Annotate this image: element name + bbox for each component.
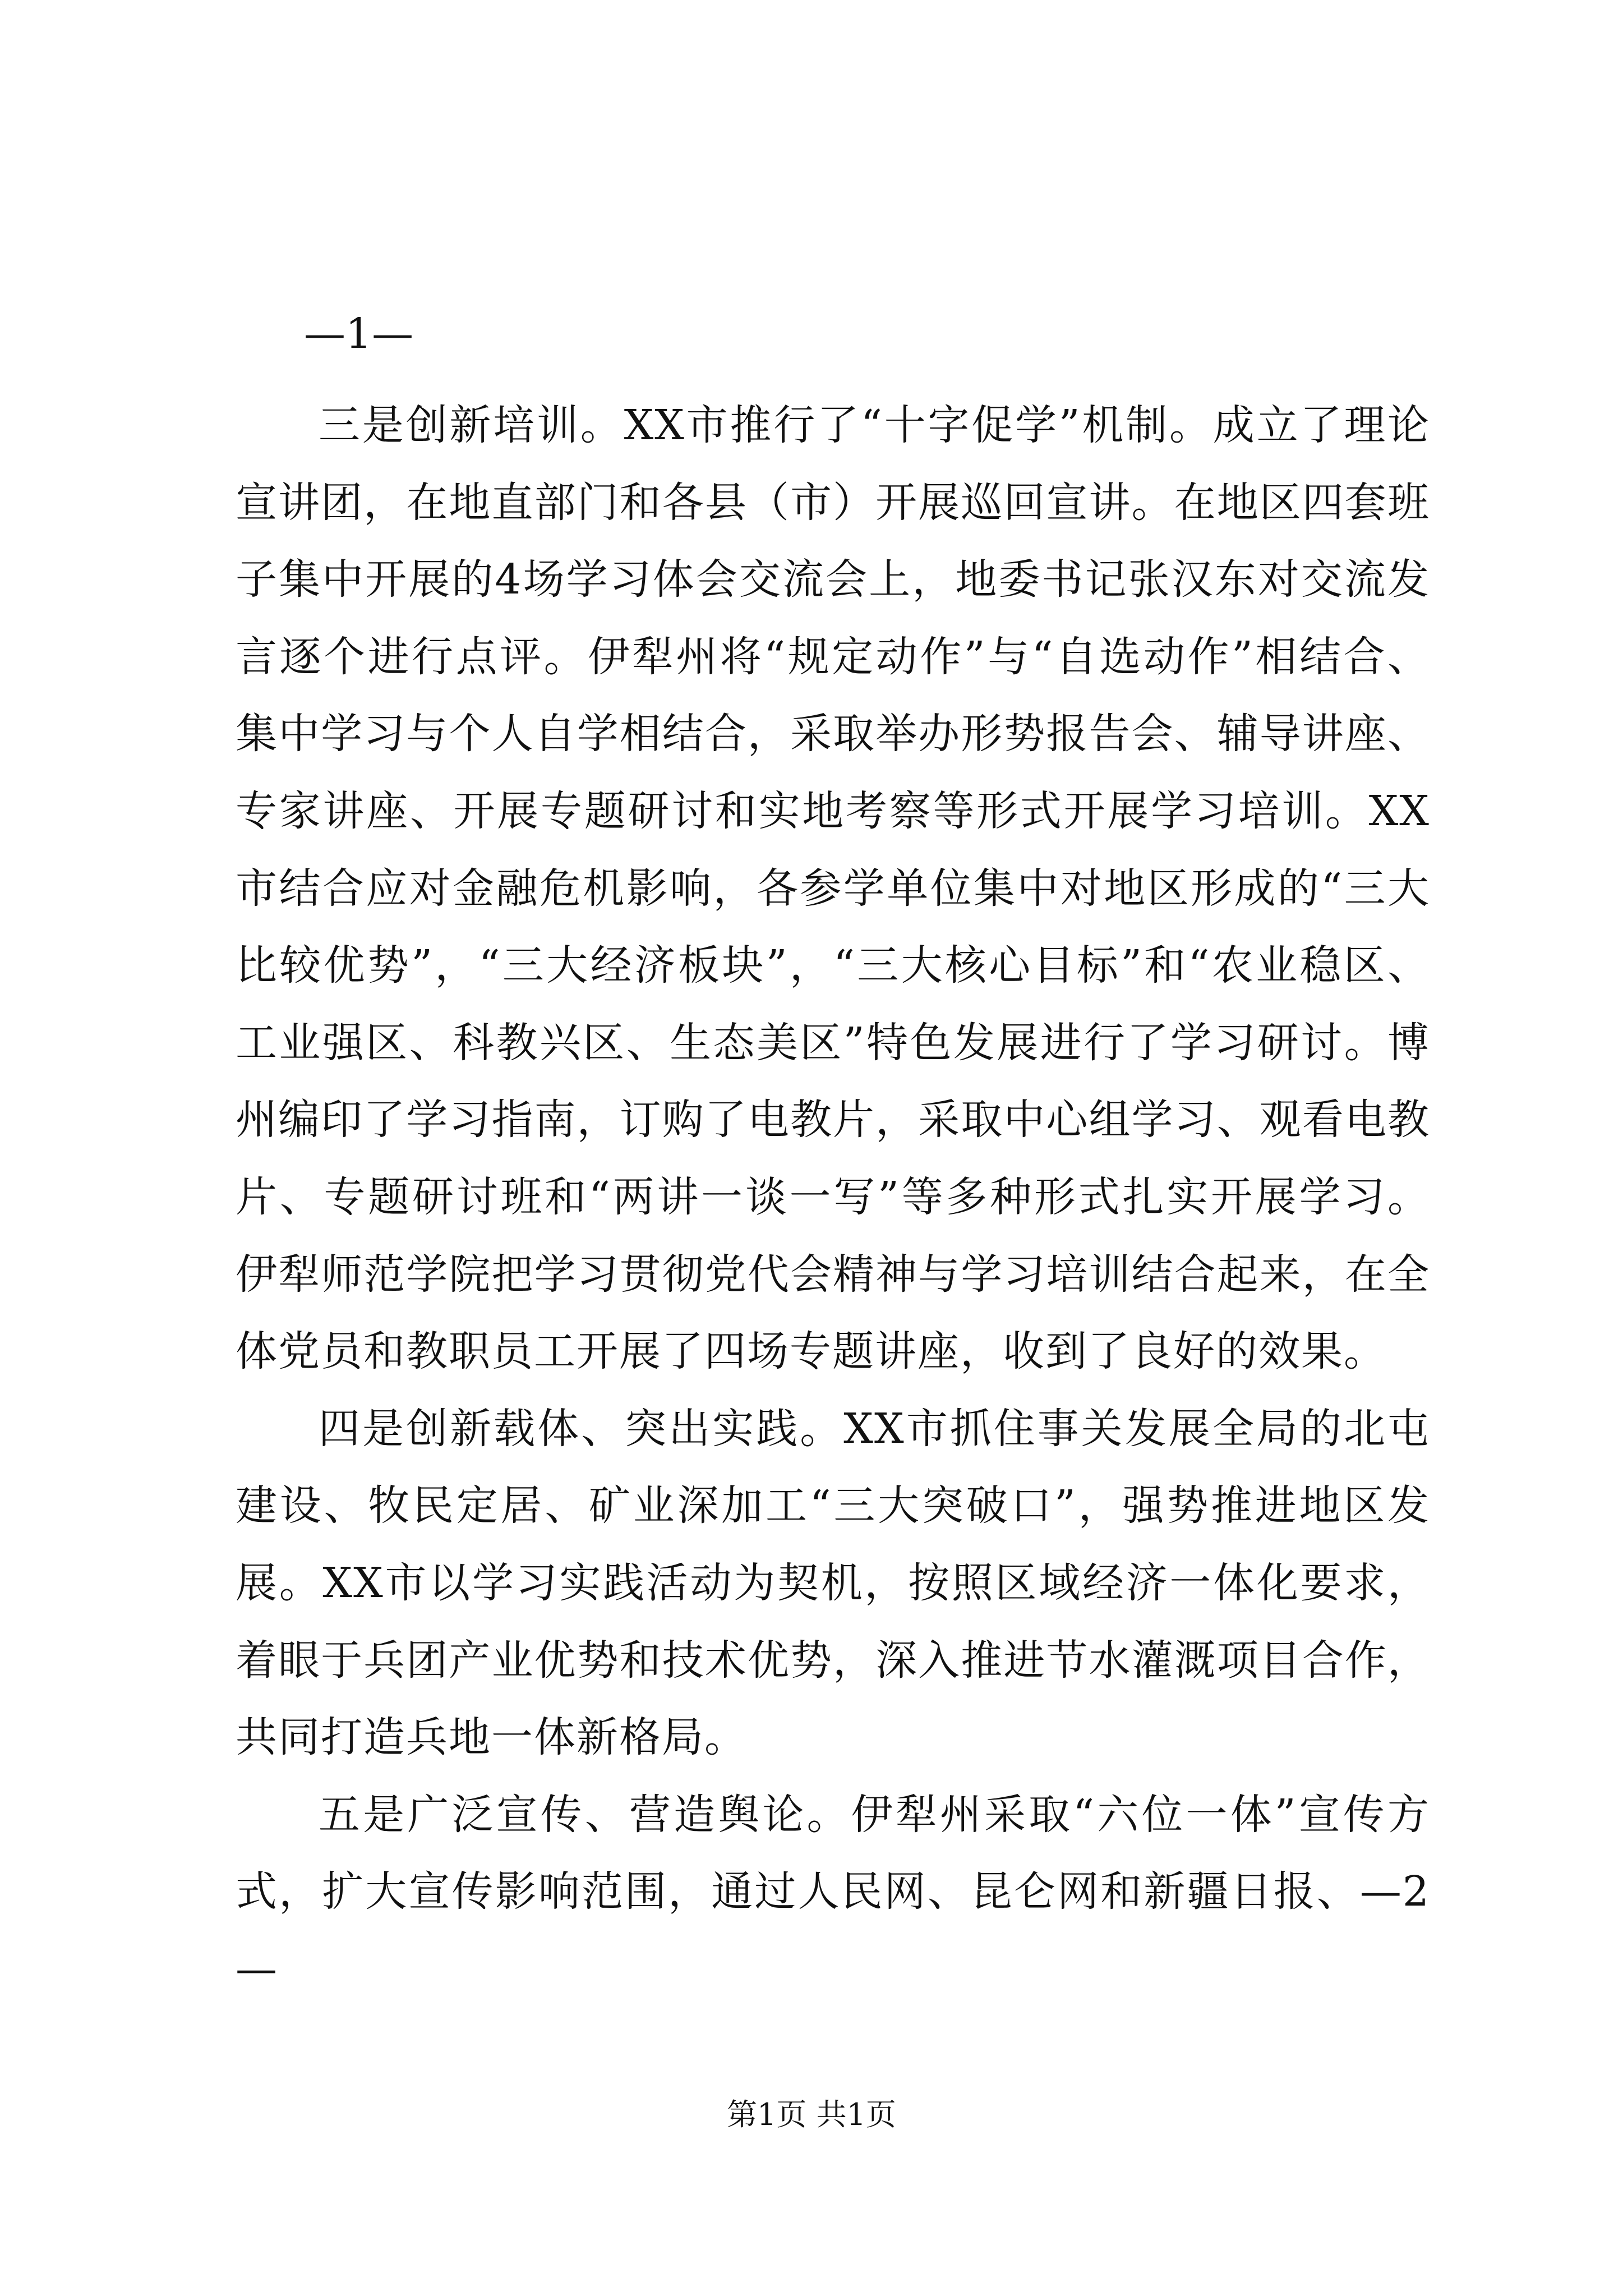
page-marker-top: —1— xyxy=(304,310,414,358)
paragraph-practice: 四是创新载体、突出实践。XX市抓住事关发展全局的北屯建设、牧民定居、矿业深加工“三大突破口”，强势推进地区发展。XX市以学习实践活动为契机，按照区域经济一体化要求，着眼于兵团产业优势和技术优势，深入推进节水灌溉项目合作，共同打造兵地一体新格局。 xyxy=(236,1404,1430,1762)
paragraph-publicity: 五是广泛宣传、营造舆论。伊犁州采取“六位一体”宣传方式，扩大宣传影响范围，通过人民网、昆仑网和新疆日报、—2— xyxy=(236,1790,1430,1993)
paragraph-training: 三是创新培训。XX市推行了“十字促学”机制。成立了理论宣讲团，在地直部门和各县（市）开展巡回宣讲。在地区四套班子集中开展的4场学习体会交流会上，地委书记张汉东对交流发言逐个进行点评。伊犁州将“规定动作”与“自选动作”相结合、集中学习与个人自学相结合，采取举办形势报告会、辅导讲座、专家讲座、开展专题研讨和实地考察等形式开展学习培训。XX市结合应对金融危机影响，各参学单位集中对地区形成的“三大比较优势”，“三大经济板块”，“三大核心目标”和“农业稳区、工业强区、科教兴区、生态美区”特色发展进行了学习研讨。博州编印了学习指南，订购了电教片，采取中心组学习、观看电教片、专题研讨班和“两讲一谈一写”等多种形式扎实开展学习。伊犁师范学院把学习贯彻党代会精神与学习培训结合起来，在全体党员和教职员工开展了四场专题讲座，收到了良好的效果。 xyxy=(236,401,1430,1376)
page-footer: 第1页 共1页 xyxy=(727,2097,896,2132)
body-text xyxy=(236,387,1430,2008)
